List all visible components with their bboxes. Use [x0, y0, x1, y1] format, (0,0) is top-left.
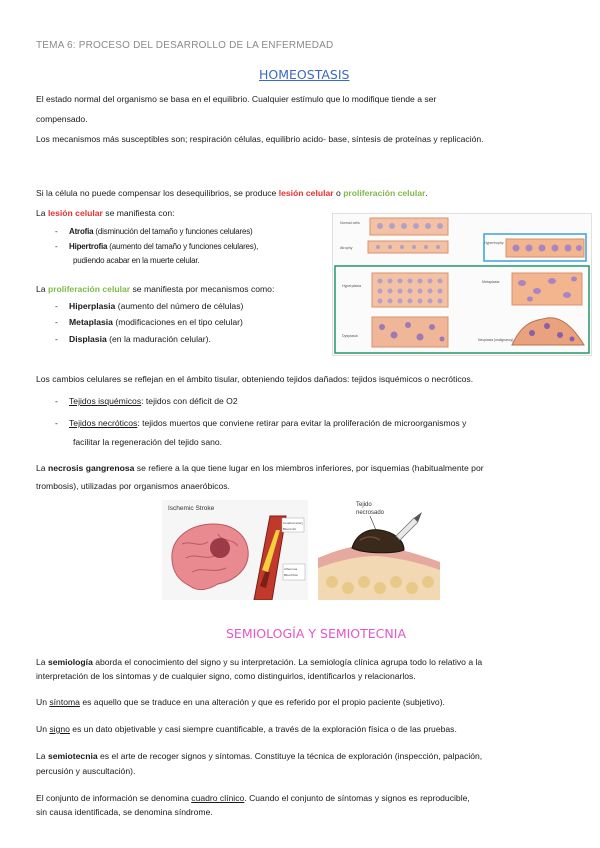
- paragraph: Si la célula no puede compensar los desequilibrios, se produce lesión celular o proliferación celular.: [36, 188, 428, 198]
- list-item: - Metaplasia (modificaciones en el tipo celular): [55, 317, 243, 327]
- ischemic-stroke-figure: [162, 500, 308, 600]
- list-item: - Atrofia (disminución del tamaño y funciones celulares): [55, 227, 253, 236]
- figure-label: Tejido: [356, 502, 372, 508]
- figure-label: Blood flow: [284, 573, 298, 577]
- figure-label: Cerebral artery: [283, 521, 304, 525]
- paragraph: El estado normal del organismo se basa en el equilibrio. Cualquier estímulo que lo modifique tiende a ser: [36, 94, 437, 104]
- list-item-continuation: facilitar la regeneración del tejido sano.: [73, 437, 223, 447]
- diagram-label: Normal cells: [340, 221, 360, 225]
- diagram-label: Neoplasia (malignancy): [478, 338, 514, 342]
- homeostasis-heading: HOMEOSTASIS: [259, 67, 350, 82]
- paragraph: compensado.: [36, 114, 88, 124]
- topic-header: TEMA 6: PROCESO DEL DESARROLLO DE LA ENFERMEDAD: [36, 40, 334, 51]
- paragraph: Un síntoma es aquello que se traduce en una alteración y que es referido por el propio paciente (subjetivo).: [36, 697, 445, 707]
- cell-adaptation-diagram: [332, 213, 592, 356]
- paragraph: La proliferación celular se manifiesta por mecanismos como:: [36, 284, 275, 294]
- paragraph: interpretación de los síntomas y de cualquier signo, como distinguirlos, identificarlos y relacionarlos.: [36, 671, 416, 681]
- paragraph: sin causa identificada, se denomina síndrome.: [36, 807, 213, 817]
- list-item: - Hipertrofia (aumento del tamaño y funciones celulares),: [55, 242, 259, 251]
- diagram-label: Metaplasia: [482, 280, 500, 284]
- semiologia-heading: SEMIOLOGÍA Y SEMIOTECNIA: [226, 626, 406, 641]
- diagram-label: Atrophy: [340, 246, 353, 250]
- figure-label: Atheroma: [284, 567, 298, 571]
- paragraph: percusión y auscultación).: [36, 766, 136, 776]
- list-item-continuation: pudiendo acabar en la muerte celular.: [73, 256, 200, 265]
- figure-label: necrosado: [356, 510, 385, 516]
- list-item: - Displasia (en la maduración celular).: [55, 334, 211, 344]
- paragraph: Los cambios celulares se reflejan en el ámbito tisular, obteniendo tejidos dañados: tejidos isquémicos o necróticos.: [36, 374, 474, 384]
- figure-label: Blood clot: [283, 527, 297, 531]
- paragraph: Los mecanismos más susceptibles son; respiración células, equilibrio acido- base, síntesis de proteínas y replicación.: [36, 134, 484, 144]
- diagram-label: Hyperplasia: [342, 284, 361, 288]
- figure-title: Ischemic Stroke: [168, 505, 215, 512]
- paragraph: trombosis), utilizadas por organismos anaeróbicos.: [36, 481, 230, 491]
- paragraph: El conjunto de información se denomina cuadro clínico. Cuando el conjunto de síntomas y signos es reproducible,: [36, 793, 470, 803]
- paragraph: La lesión celular se manifiesta con:: [36, 208, 175, 218]
- paragraph: La semiotecnia es el arte de recoger signos y síntomas. Constituye la técnica de exploración (inspección, palpación,: [36, 751, 483, 761]
- diagram-label: Dysplasia: [342, 334, 358, 338]
- list-item: - Hiperplasia (aumento del número de células): [55, 301, 244, 311]
- paragraph: La semiología aborda el conocimiento del signo y su interpretación. La semiología clínica agrupa todo lo relativo a la: [36, 657, 483, 667]
- diagram-label: Hypertrophy: [484, 241, 504, 245]
- paragraph: La necrosis gangrenosa se refiere a la que tiene lugar en los miembros inferiores, por isquemias (habitualmente por: [36, 463, 484, 473]
- necrotic-tissue-figure: [318, 496, 440, 600]
- paragraph: Un signo es un dato objetivable y casi siempre cuantificable, a través de la exploración física o de las pruebas.: [36, 724, 457, 734]
- list-item: - Tejidos necróticos: tejidos muertos que conviene retirar para evitar la proliferación de microorganismos y: [55, 418, 467, 428]
- list-item: - Tejidos isquémicos: tejidos con déficit de O2: [55, 396, 238, 406]
